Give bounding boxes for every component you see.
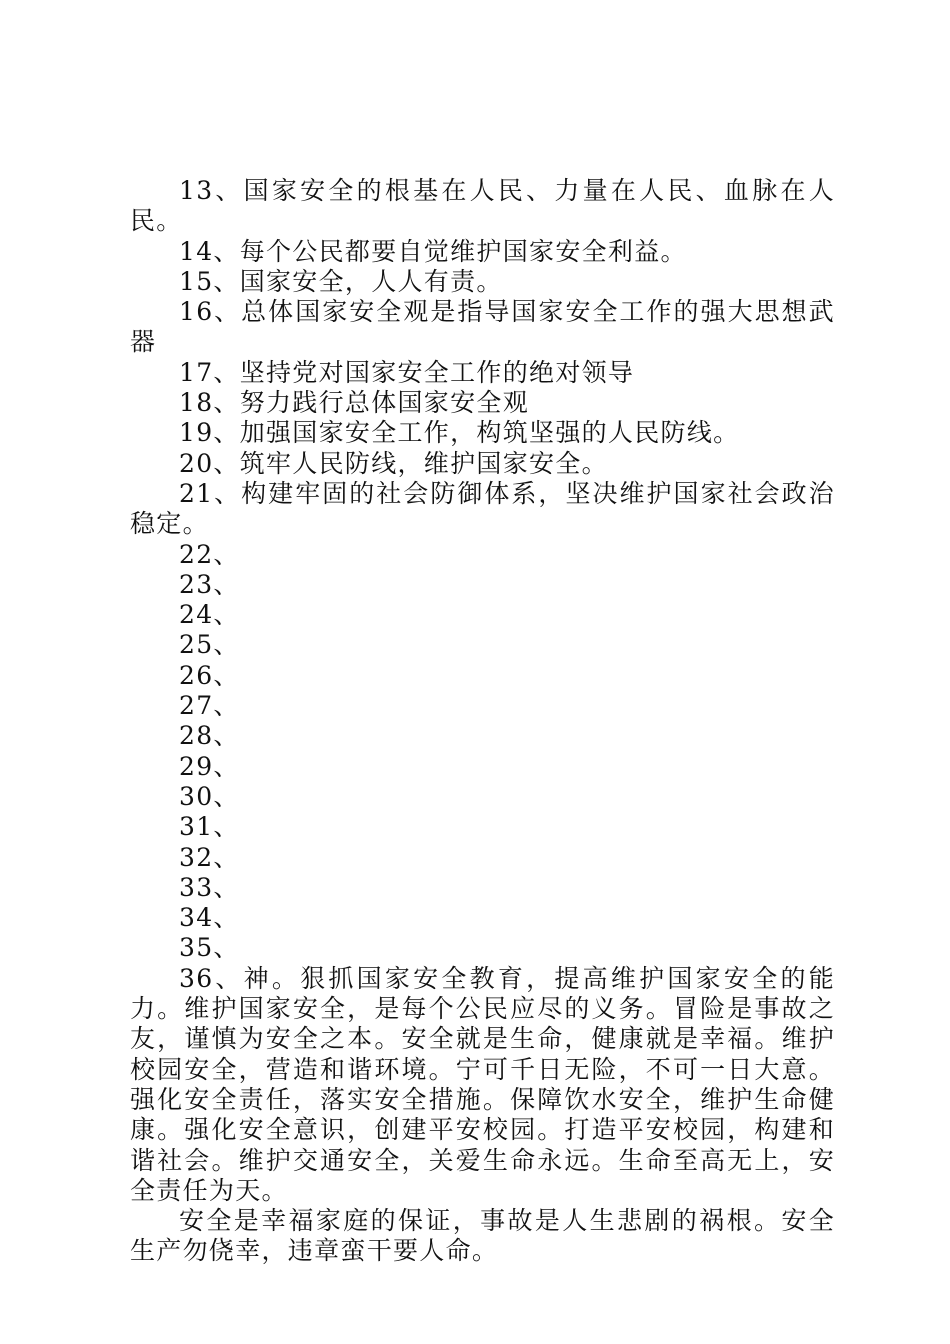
paragraph-25: 25、 [179, 630, 240, 660]
paragraph-34: 34、 [179, 903, 240, 933]
paragraph-27: 27、 [179, 691, 240, 721]
paragraph-33: 33、 [179, 872, 240, 902]
paragraph-35: 35、 [179, 933, 240, 963]
paragraph-22: 22、 [179, 539, 240, 569]
paragraph-closing: 安全是幸福家庭的保证，事故是人生悲剧的祸根。安全生产勿侥幸，违章蛮干要人命。 [130, 1206, 835, 1266]
document-body [130, 176, 835, 1267]
paragraph-14: 14、每个公民都要自觉维护国家安全利益。 [179, 236, 687, 266]
paragraph-18: 18、努力践行总体国家安全观 [179, 388, 530, 418]
paragraph-13: 13、国家安全的根基在人民、力量在人民、血脉在人民。 [130, 176, 835, 236]
paragraph-31: 31、 [179, 812, 240, 842]
paragraph-15: 15、国家安全，人人有责。 [179, 266, 503, 296]
paragraph-19: 19、加强国家安全工作，构筑坚强的人民防线。 [179, 418, 740, 448]
paragraph-29: 29、 [179, 751, 240, 781]
paragraph-28: 28、 [179, 721, 240, 751]
paragraph-23: 23、 [179, 569, 240, 599]
paragraph-32: 32、 [179, 842, 240, 872]
paragraph-17: 17、坚持党对国家安全工作的绝对领导 [179, 357, 635, 387]
paragraph-16: 16、总体国家安全观是指导国家安全工作的强大思想武器 [130, 297, 835, 357]
paragraph-21: 21、构建牢固的社会防御体系，坚决维护国家社会政治稳定。 [130, 478, 835, 539]
paragraph-20: 20、筑牢人民防线，维护国家安全。 [179, 448, 608, 478]
paragraph-26: 26、 [179, 660, 240, 690]
paragraph-24: 24、 [179, 600, 240, 630]
paragraph-36: 36、神。狠抓国家安全教育，提高维护国家安全的能力。维护国家安全，是每个公民应尽的义务。冒险是事故之友，谨慎为安全之本。安全就是生命，健康就是幸福。维护校园安全，营造和谐环境。宁可千日无险，不可一日大意。强化安全责任，落实安全措施。保障饮水安全，维护生命健康。强化安全意识，创建平安校园。打造平安校园，构建和谐社会。维护交通安全，关爱生命永远。生命至高无上，安全责任为天。 [130, 963, 835, 1205]
paragraph-30: 30、 [179, 781, 240, 811]
